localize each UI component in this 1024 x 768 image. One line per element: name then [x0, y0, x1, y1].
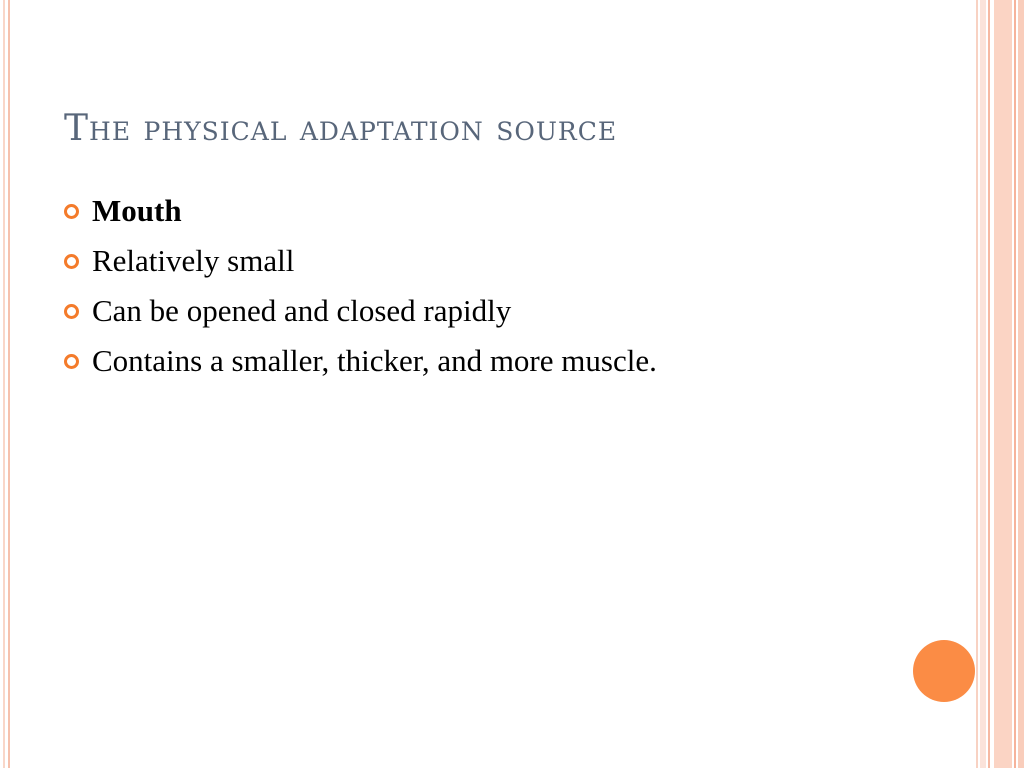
right-stripe: [980, 0, 986, 768]
bullet-item: [64, 236, 657, 286]
bullet-text: Mouth: [92, 193, 182, 228]
bullet-text: Relatively small: [92, 243, 295, 278]
bullet-item: [64, 336, 657, 386]
bullet-text: Can be opened and closed rapidly: [92, 293, 512, 328]
ring-bullet-icon: [64, 304, 92, 319]
right-stripe: [994, 0, 1012, 768]
right-stripe: [976, 0, 978, 768]
bullet-text: Contains a smaller, thicker, and more muscle.: [92, 343, 657, 378]
right-border-decoration: [976, 0, 1024, 768]
left-border-line: [3, 0, 5, 768]
left-border-decoration: [0, 0, 10, 768]
right-stripe: [1014, 0, 1016, 768]
bullet-item: [64, 286, 657, 336]
orange-circle-icon: [913, 640, 975, 702]
slide-title: The physical adaptation source: [64, 108, 618, 149]
ring-bullet-icon: [64, 254, 92, 269]
right-stripe: [988, 0, 990, 768]
ring-bullet-icon: [64, 204, 92, 219]
bullet-item: [64, 186, 657, 236]
right-stripe: [1018, 0, 1024, 768]
ring-bullet-icon: [64, 354, 92, 369]
bullet-list: [64, 186, 657, 386]
